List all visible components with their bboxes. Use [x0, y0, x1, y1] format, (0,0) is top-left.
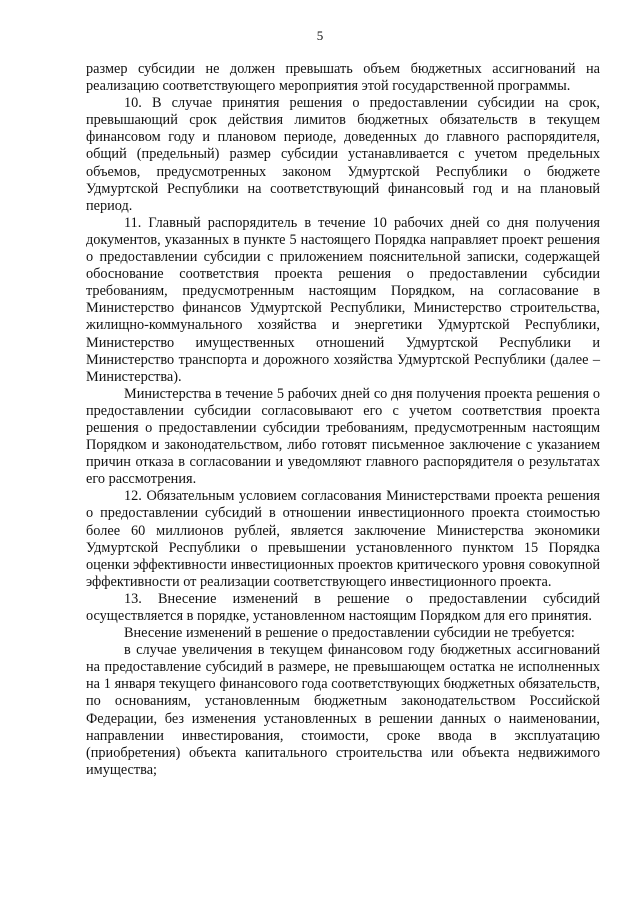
paragraph-budget-increase-case: в случае увеличения в текущем финансовом году бюджетных ассигнований на предоставление субсидий в размере, не превышающем остатка не исполненных на 1 января текущего финансового года соответствующих бюджетных обязательств, по основаниям, установленным бюджетным законодательством Российской Федерации, без изменения установленных в решении данных о наименовании, направлении инвестирования, стоимости, сроке ввода в эксплуатацию (приобретения) объекта капитального строительства или объекта недвижимого имущества; — [86, 642, 600, 778]
document-body — [86, 61, 600, 779]
paragraph-item-12: 12. Обязательным условием согласования Министерствами проекта решения о предоставлении субсидий в отношении инвестиционного проекта стоимостью более 60 миллионов рублей, является заключение Министерства экономики Удмуртской Республики о превышении установленного пунктом 15 Порядка оценки эффективности инвестиционных проектов критического уровня совокупной эффективности от реализации соответствующего инвестиционного проекта. — [86, 488, 600, 590]
paragraph-item-13: 13. Внесение изменений в решение о предоставлении субсидий осуществляется в порядке, установленном настоящим Порядком для его принятия. — [86, 590, 600, 624]
paragraph-ministries-approval: Министерства в течение 5 рабочих дней со дня получения проекта решения о предоставлении субсидии согласовывают его с учетом соответствия проекта решения о предоставлении субсидии требованиям, предусмотренным настоящим Порядком и законодательством, либо готовят письменное заключение с указанием причин отказа в согласовании и уведомляют главного распорядителя о результатах его рассмотрения. — [86, 385, 600, 488]
paragraph-no-changes-required: Внесение изменений в решение о предоставлении субсидии не требуется: — [124, 625, 575, 642]
paragraph-item-11: 11. Главный распорядитель в течение 10 рабочих дней со дня получения документов, указанных в пункте 5 настоящего Порядка направляет проект решения о предоставлении субсидии с приложением пояснительной записки, содержащей обоснование соответствия проекта решения о предоставлении субсидии требованиям, предусмотренным настоящим Порядком, на согласование в Министерство финансов Удмуртской Республики, Министерство строительства, жилищно-коммунального хозяйства и энергетики Удмуртской Республики, Министерство имущественных отношений Удмуртской Республики и Министерство транспорта и дорожного хозяйства Удмуртской Республики (далее – Министерства). — [86, 214, 600, 385]
paragraph-size-limit: размер субсидии не должен превышать объем бюджетных ассигнований на реализацию соответствующего мероприятия этой государственной программы. — [86, 61, 600, 95]
page-number: 5 — [316, 28, 324, 43]
paragraph-item-10: 10. В случае принятия решения о предоставлении субсидии на срок, превышающий срок действия лимитов бюджетных обязательств в текущем финансовом году и плановом периоде, доведенных до главного распорядителя, общий (предельный) размер субсидии устанавливается с учетом предельных объемов, предусмотренных законом Удмуртской Республики о бюджете Удмуртской Республики на соответствующий финансовый год и на плановый период. — [86, 95, 600, 214]
